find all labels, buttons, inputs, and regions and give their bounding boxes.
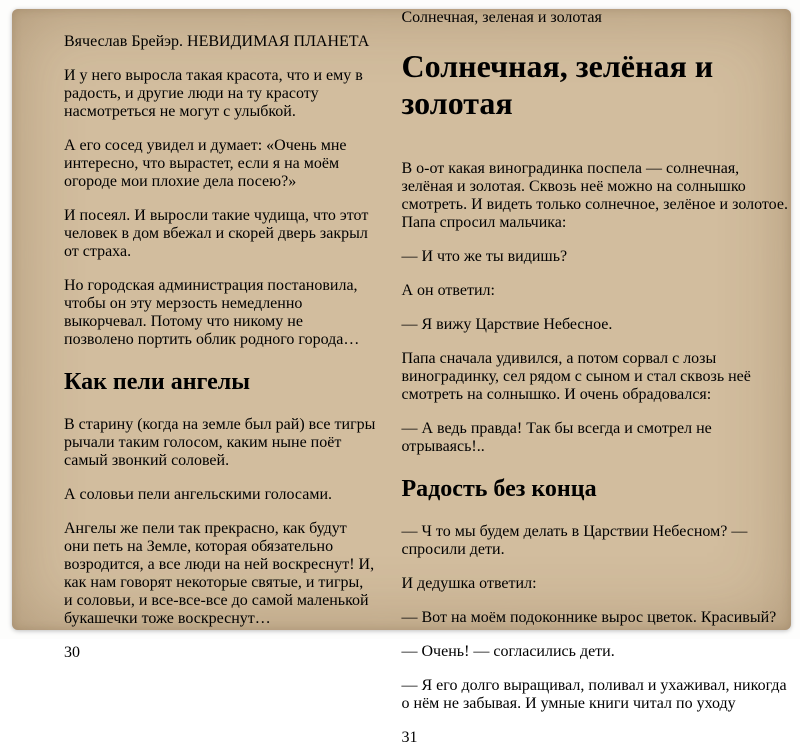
paragraph-dropcap	[402, 160, 792, 232]
paragraph: — Вот на моём подоконнике вырос цветок. Красивый?	[401, 608, 777, 626]
paragraph: И дедушка ответил:	[401, 574, 537, 592]
paragraph: — Очень! — согласились дети.	[401, 642, 615, 660]
page-right-body	[402, 144, 792, 729]
dropcap-letter: Ч	[421, 522, 432, 540]
page-number-right: 31	[401, 728, 418, 746]
paragraph-dropcap	[64, 416, 376, 470]
paragraph-text: старину (когда на земле был рай) все тигры рычали таким голосом, каким ныне поёт самый звонкий соловей.	[64, 415, 376, 469]
paragraph: Но городская администрация постановила, чтобы он эту мерзость немедленно выкорчевал. Потому что никому не позволено портить облик родного города…	[64, 277, 360, 348]
paragraph: А его сосед увидел и думает: «Очень мне интересно, что вырастет, если я на моём огороде мои плохие дела посею?»	[64, 137, 347, 190]
paragraph: — Я его долго выращивал, поливал и ухаживал, никогда о нём не забывая. И умные книги читал по уходу	[401, 676, 787, 712]
paragraph: — Я вижу Царствие Небесное.	[401, 315, 613, 333]
paragraph: А соловьи пели ангельскими голосами.	[64, 485, 332, 503]
page-left-body	[64, 51, 376, 644]
paragraph: Ангелы же пели так прекрасно, как будут они петь на Земле, которая обязательно возродится, а все люди на ней воскреснут! И, как нам говорят некоторые святые, и тигры, и соловьи, и все-все-все до самой маленькой букашечки тоже воскреснут…	[64, 519, 375, 627]
chapter-title-line: и золотая	[401, 48, 714, 122]
dropcap-letter: В	[401, 159, 413, 177]
dropcap-letter: В	[64, 415, 75, 433]
paragraph-text: о-от какая виноградинка поспела — солнечная, зелёная и золотая. Сквозь неё можно на солнышко смотреть. И видеть только солнечное, зелёное и золотое. Папа спросил мальчика:	[401, 159, 788, 231]
paragraph-text: то мы будем делать в Царствии Небесном? — спросили дети.	[401, 522, 748, 558]
book-spread	[12, 9, 791, 746]
section-title-line: ангелы	[170, 368, 250, 395]
paragraph: — А ведь правда! Так бы всегда и смотрел не отрываясь!..	[401, 419, 712, 455]
page-left	[12, 9, 402, 661]
page-number-left: 30	[64, 643, 80, 661]
paragraph: — И что же ты видишь?	[401, 247, 568, 265]
paragraph-dropcap	[402, 523, 792, 559]
running-head-right: Солнечная, зеленая и золотая	[401, 9, 602, 26]
running-head-left: Вячеслав Брейэр. НЕВИДИМАЯ ПЛАНЕТА	[64, 33, 370, 50]
dialogue-dash: —	[401, 522, 418, 540]
section-title-angels	[64, 369, 376, 396]
chapter-title-line: Солнечная, зелёная	[401, 48, 687, 85]
chapter-title	[402, 48, 792, 122]
page-right	[401, 9, 792, 746]
section-title-line: Как пели	[64, 368, 165, 395]
dropcap-group	[402, 523, 436, 540]
paragraph: А он ответил:	[401, 281, 495, 299]
paragraph: И у него выросла такая красота, что и ему в радость, и другие люди на ту красоту насмотреться не могут с улыбкой.	[64, 67, 363, 120]
paragraph: Папа сначала удивился, а потом сорвал с лозы виноградинку, сел рядом с сыном и стал сквозь неё смотреть на солнышко. И очень обрадовался:	[401, 349, 751, 403]
paragraph: И посеял. И выросли такие чудища, что этот человек в дом вбежал и скорей дверь закрыл от страха.	[64, 207, 369, 260]
section-title-joy: Радость без конца	[401, 475, 597, 502]
